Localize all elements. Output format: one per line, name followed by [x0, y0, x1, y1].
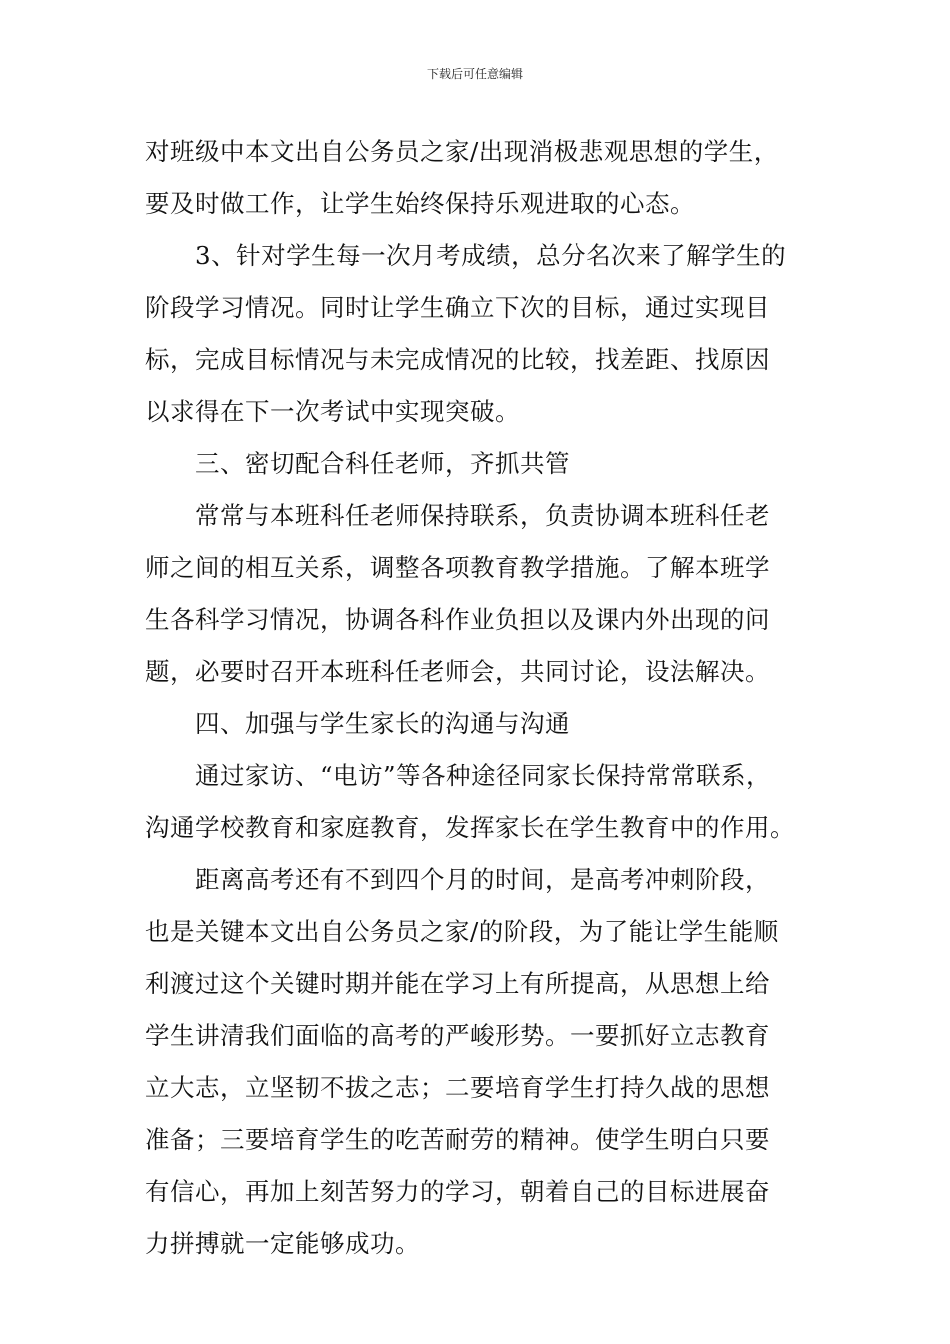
text-line: 立大志，立坚韧不拔之志；二要培育学生打持久战的思想	[145, 1073, 770, 1102]
text-line: 对班级中本文出自公务员之家/出现消极悲观思想的学生，	[145, 137, 779, 166]
text-line: 阶段学习情况。同时让学生确立下次的目标，通过实现目	[145, 293, 770, 322]
text-line: 3、针对学生每一次月考成绩，总分名次来了解学生的	[195, 241, 787, 270]
text-line: 沟通学校教育和家庭教育，发挥家长在学生教育中的作用。	[145, 813, 795, 842]
text-line: 师之间的相互关系，调整各项教育教学措施。了解本班学	[145, 553, 770, 582]
text-line: 题，必要时召开本班科任老师会，共同讨论，设法解决。	[145, 657, 770, 686]
text-line: 要及时做工作，让学生始终保持乐观进取的心态。	[145, 189, 695, 218]
text-line: 也是关键本文出自公务员之家/的阶段，为了能让学生能顺	[145, 917, 779, 946]
document-body	[145, 126, 815, 1270]
text-line: 力拼搏就一定能够成功。	[145, 1229, 420, 1258]
text-line: 标，完成目标情况与未完成情况的比较，找差距、找原因	[145, 345, 770, 374]
text-line: 通过家访、“电访”等各种途径同家长保持常常联系，	[195, 761, 772, 790]
text-line: 利渡过这个关键时期并能在学习上有所提高，从思想上给	[145, 969, 770, 998]
text-line: 生各科学习情况，协调各科作业负担以及课内外出现的问	[145, 605, 770, 634]
text-line: 距离高考还有不到四个月的时间，是高考冲刺阶段，	[195, 865, 770, 894]
text-line: 常常与本班科任老师保持联系，负责协调本班科任老	[195, 501, 770, 530]
section-heading: 四、加强与学生家长的沟通与沟通	[195, 709, 570, 738]
text-line: 有信心，再加上刻苦努力的学习，朝着自己的目标进展奋	[145, 1177, 770, 1206]
text-line: 以求得在下一次考试中实现突破。	[145, 397, 520, 426]
page-header: 下载后可任意编辑	[426, 67, 523, 81]
section-heading: 三、密切配合科任老师，齐抓共管	[195, 449, 570, 478]
text-line: 学生讲清我们面临的高考的严峻形势。一要抓好立志教育	[145, 1021, 770, 1050]
text-line: 准备；三要培育学生的吃苦耐劳的精神。使学生明白只要	[145, 1125, 770, 1154]
